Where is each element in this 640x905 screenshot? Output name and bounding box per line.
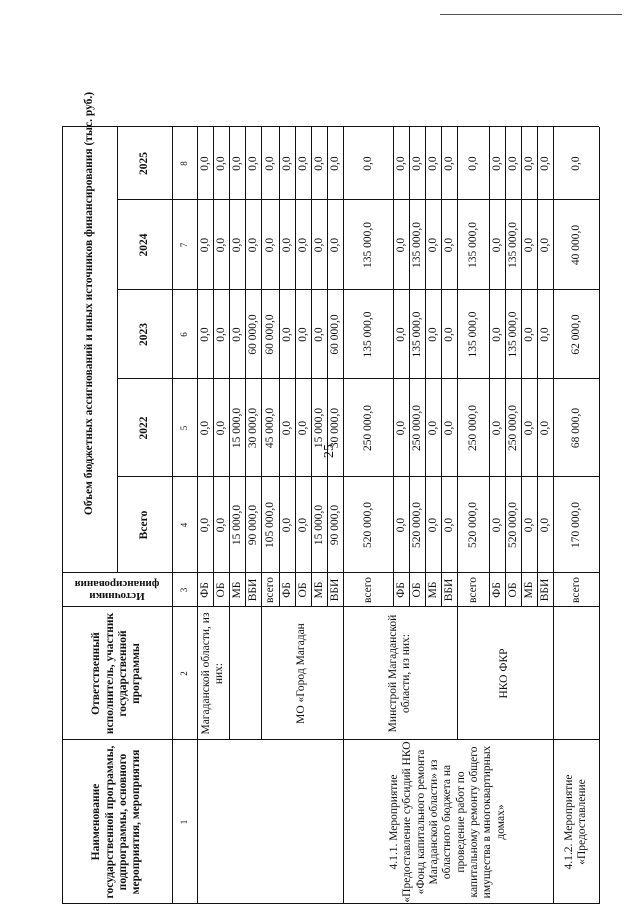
value-2023-cell: 0,0: [538, 327, 551, 342]
total-cell: 520 000,0: [466, 502, 479, 548]
source-cell: ОБ: [506, 582, 519, 598]
table-rule: [197, 127, 198, 904]
value-2022-cell: 250 000,0: [506, 405, 519, 451]
value-2024-cell: 0,0: [490, 237, 503, 253]
total-cell: 520 000,0: [506, 502, 519, 548]
page-number: 25: [322, 444, 337, 458]
source-cell: ФБ: [490, 582, 503, 598]
value-2022-cell: 250 000,0: [410, 405, 423, 451]
source-cell: ВБИ: [246, 578, 259, 602]
header-sources-wrap: [65, 578, 169, 602]
value-2024-cell: 0,0: [214, 237, 227, 253]
header-sources: [62, 573, 172, 607]
header-2024: 2024: [138, 233, 150, 257]
source-cell: МБ: [426, 581, 439, 599]
header-sources-text: Источники финансирования: [74, 578, 160, 602]
block3-executor: Минстрой Магаданской области, из них:: [386, 614, 412, 733]
total-cell: 0,0: [280, 517, 293, 533]
value-2022-cell: 30 000,0: [328, 407, 341, 449]
table-rule: [62, 739, 599, 740]
value-2025-cell: 0,0: [538, 156, 551, 171]
value-2023-cell: 135 000,0: [506, 311, 519, 358]
table-rule: [172, 127, 173, 904]
value-2024-cell: 40 000,0: [569, 224, 582, 266]
table-rule: [261, 127, 262, 740]
table-rule: [62, 572, 599, 573]
value-2024-cell: 0,0: [280, 237, 293, 253]
total-cell: 15 000,0: [312, 504, 325, 546]
value-2023-cell: 60 000,0: [246, 314, 259, 355]
source-cell: всего: [466, 577, 479, 603]
value-2025-cell: 0,0: [410, 156, 423, 171]
total-cell: 0,0: [522, 517, 535, 533]
header-2022: 2022: [138, 416, 150, 440]
value-2025-cell: 0,0: [230, 156, 243, 171]
value-2022-cell: 250 000,0: [466, 405, 479, 451]
table-rule: [457, 127, 458, 740]
column-number: 3: [179, 587, 189, 593]
source-cell: ВБИ: [442, 578, 455, 602]
block5-name: 4.1.2. Мероприятие «Предоставление: [562, 774, 588, 870]
value-2022-cell: 250 000,0: [361, 405, 374, 451]
table-rule: [117, 378, 599, 379]
value-2024-cell: 135 000,0: [361, 222, 374, 268]
table-rule: [117, 289, 599, 290]
value-2025-cell: 0,0: [490, 156, 503, 171]
value-2025-cell: 0,0: [361, 156, 374, 171]
block4-executor: НКО ФКР: [498, 648, 511, 699]
header-executor: Ответственный исполнитель, участник государственной программы: [90, 612, 143, 735]
value-2023-cell: 0,0: [394, 327, 407, 342]
header-2023: 2023: [138, 323, 150, 346]
value-2023-cell: 0,0: [312, 327, 325, 342]
total-cell: 105 000,0: [263, 502, 276, 548]
value-2025-cell: 0,0: [296, 156, 309, 171]
source-cell: ВБИ: [538, 578, 551, 602]
value-2022-cell: 15 000,0: [312, 407, 325, 449]
value-2025-cell: 0,0: [280, 156, 293, 171]
block1-executor: Магаданской области, из них:: [199, 612, 225, 735]
value-2024-cell: 0,0: [442, 237, 455, 253]
total-cell: 0,0: [490, 517, 503, 533]
value-2023-cell: 0,0: [490, 327, 503, 342]
value-2023-cell: 0,0: [442, 327, 455, 342]
table-rule: [62, 606, 599, 607]
value-2022-cell: 0,0: [296, 420, 309, 436]
source-cell: ФБ: [198, 582, 211, 598]
value-2025-cell: 0,0: [328, 156, 341, 171]
column-number: 4: [179, 522, 189, 528]
table-rule: [117, 127, 118, 573]
total-cell: 520 000,0: [361, 502, 374, 548]
table-rule: [343, 127, 344, 904]
value-2023-cell: 135 000,0: [361, 311, 374, 358]
value-2022-cell: 0,0: [214, 420, 227, 436]
value-2023-cell: 60 000,0: [328, 314, 341, 355]
value-2022-cell: 30 000,0: [246, 407, 259, 449]
value-2024-cell: 135 000,0: [466, 222, 479, 268]
source-cell: МБ: [312, 581, 325, 599]
block2-executor: МО «Город Магадан: [295, 623, 308, 724]
value-2025-cell: 0,0: [426, 156, 439, 171]
total-cell: 15 000,0: [230, 504, 243, 546]
value-2024-cell: 0,0: [426, 237, 439, 253]
value-2024-cell: 0,0: [522, 237, 535, 253]
source-cell: всего: [569, 577, 582, 603]
source-cell: ОБ: [410, 582, 423, 598]
value-2024-cell: 0,0: [296, 237, 309, 253]
value-2024-cell: 135 000,0: [506, 222, 519, 268]
total-cell: 0,0: [538, 517, 551, 533]
table-rule: [62, 903, 599, 904]
value-2023-cell: 0,0: [198, 327, 211, 342]
value-2022-cell: 45 000,0: [263, 407, 276, 449]
header-total: Всего: [138, 510, 150, 540]
column-number: 5: [179, 425, 189, 431]
total-cell: 0,0: [426, 517, 439, 533]
total-cell: 0,0: [394, 517, 407, 533]
value-2022-cell: 0,0: [198, 420, 211, 436]
value-2025-cell: 0,0: [312, 156, 325, 171]
value-2024-cell: 0,0: [246, 237, 259, 253]
table-rule: [62, 127, 63, 904]
value-2023-cell: 0,0: [230, 327, 243, 342]
value-2025-cell: 0,0: [506, 156, 519, 171]
value-2025-cell: 0,0: [522, 156, 535, 171]
table-rule: [553, 127, 554, 904]
column-number: 2: [179, 671, 189, 676]
value-2023-cell: 135 000,0: [466, 311, 479, 358]
value-2024-cell: 0,0: [230, 237, 243, 253]
value-2023-cell: 135 000,0: [410, 311, 423, 358]
financing-table: [62, 34, 612, 904]
value-2025-cell: 0,0: [246, 156, 259, 171]
top-rule: [440, 14, 622, 15]
table-rule: [229, 127, 230, 740]
total-cell: 0,0: [442, 517, 455, 533]
total-cell: 90 000,0: [328, 504, 341, 546]
value-2025-cell: 0,0: [214, 156, 227, 171]
column-number: 6: [179, 332, 189, 337]
value-2024-cell: 0,0: [538, 237, 551, 253]
block3-name: 4.1.1. Мероприятие «Предоставление субсидий НКО «Фонд капитального ремонта Магаданской области» из областного бюджета на проведение работ по капитальному ремонту общего имущества в многоквартирных домах»: [388, 741, 507, 903]
source-cell: всего: [263, 577, 276, 603]
total-cell: 90 000,0: [246, 504, 259, 546]
value-2023-cell: 0,0: [214, 327, 227, 342]
table-rule: [117, 476, 599, 477]
value-2022-cell: 0,0: [280, 420, 293, 436]
value-2023-cell: 0,0: [280, 327, 293, 342]
value-2022-cell: 0,0: [538, 420, 551, 436]
source-cell: ОБ: [214, 582, 227, 598]
table-rule: [117, 199, 599, 200]
source-cell: МБ: [230, 581, 243, 599]
source-cell: МБ: [522, 581, 535, 599]
table-rule: [62, 126, 599, 127]
value-2022-cell: 0,0: [442, 420, 455, 436]
value-2022-cell: 0,0: [490, 420, 503, 436]
header-name: Наименование государственной программы, подпрограммы, основного мероприятия, мероприятия: [90, 745, 143, 899]
value-2023-cell: 0,0: [296, 327, 309, 342]
table-rule: [599, 127, 600, 904]
value-2025-cell: 0,0: [394, 156, 407, 171]
value-2024-cell: 0,0: [198, 237, 211, 253]
value-2022-cell: 68 000,0: [569, 407, 582, 449]
source-cell: ВБИ: [328, 578, 341, 602]
value-2024-cell: 0,0: [263, 237, 276, 253]
value-2023-cell: 0,0: [426, 327, 439, 342]
value-2024-cell: 0,0: [394, 237, 407, 253]
total-cell: 0,0: [198, 517, 211, 533]
column-number: 1: [179, 819, 189, 825]
header-2025: 2025: [138, 152, 150, 175]
total-cell: 0,0: [214, 517, 227, 533]
total-cell: 170 000,0: [569, 502, 582, 548]
value-2024-cell: 0,0: [328, 237, 341, 253]
value-2024-cell: 0,0: [312, 237, 325, 253]
source-cell: ОБ: [296, 582, 309, 598]
column-number: 8: [179, 161, 189, 166]
value-2025-cell: 0,0: [198, 156, 211, 171]
source-cell: ФБ: [280, 582, 293, 598]
value-2023-cell: 62 000,0: [569, 314, 582, 355]
total-cell: 0,0: [296, 517, 309, 533]
value-2023-cell: 60 000,0: [263, 314, 276, 355]
value-2025-cell: 0,0: [466, 156, 479, 171]
value-2022-cell: 0,0: [394, 420, 407, 436]
column-number: 7: [179, 242, 189, 248]
total-cell: 520 000,0: [410, 502, 423, 548]
header-volume: Объем бюджетных ассигнований и иных источников финансирования (тыс. руб.): [82, 91, 95, 516]
value-2025-cell: 0,0: [442, 156, 455, 171]
value-2022-cell: 15 000,0: [230, 407, 243, 449]
value-2022-cell: 0,0: [522, 420, 535, 436]
source-cell: ФБ: [394, 582, 407, 598]
value-2022-cell: 0,0: [426, 420, 439, 436]
source-cell: всего: [361, 577, 374, 603]
value-2024-cell: 135 000,0: [410, 222, 423, 268]
value-2025-cell: 0,0: [569, 156, 582, 171]
value-2025-cell: 0,0: [263, 156, 276, 171]
value-2023-cell: 0,0: [522, 327, 535, 342]
